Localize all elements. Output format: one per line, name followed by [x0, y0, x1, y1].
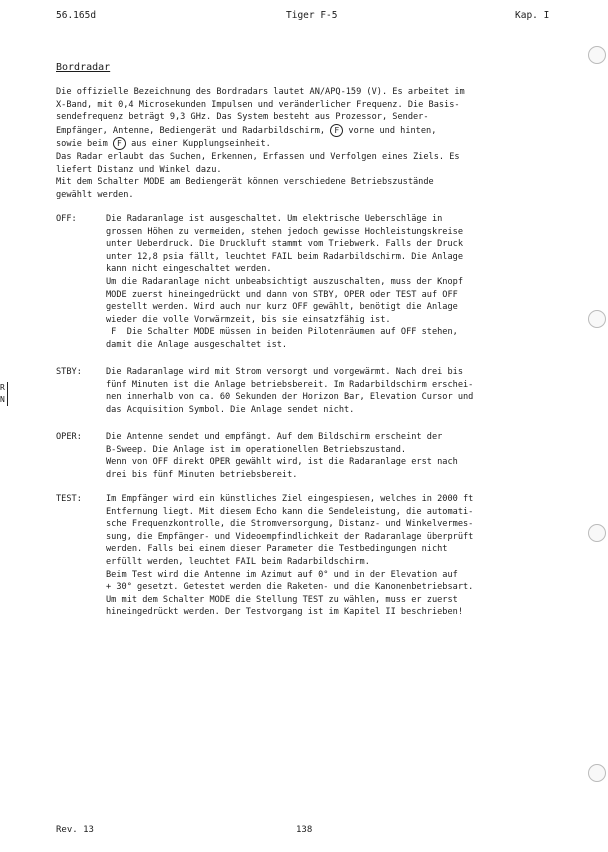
binder-hole-icon	[588, 764, 606, 782]
revision-marks: R N	[0, 382, 8, 406]
binder-hole-icon	[588, 46, 606, 64]
header-chapter: Kap. I	[515, 10, 550, 21]
f-marker-icon: F	[113, 137, 126, 150]
mode-label: STBY:	[56, 367, 82, 377]
mode-description: Die Radaranlage wird mit Strom versorgt und vorgewärmt. Nach drei bis fünf Minuten ist die Anlage betriebsbereit. Im Radarbildschirm erschei- nen innerhalb von ca. 60 Sekunden der Horizon Bar, Elevation Cursor und das Acquisition Symbol. Die Anlage sendet nicht.	[106, 367, 474, 415]
mode-label: TEST:	[56, 494, 82, 504]
header-aircraft: Tiger F-5	[286, 10, 338, 21]
binder-hole-icon	[588, 310, 606, 328]
f-marker-icon: F	[330, 124, 343, 137]
mode-description: Die Antenne sendet und empfängt. Auf dem Bildschirm erscheint der B-Sweep. Die Anlage ist im operationellen Betriebszustand. Wenn von OFF direkt OPER gewählt wird, ist die Radaranlage erst nach drei bis fünf Minuten betriebsbereit.	[106, 432, 458, 480]
mode-label: OFF:	[56, 214, 77, 224]
binder-hole-icon	[588, 524, 606, 542]
footer-revision: Rev. 13	[56, 825, 94, 835]
section-title: Bordradar	[56, 62, 111, 73]
intro-paragraph: Die offizielle Bezeichnung des Bordradars lautet AN/APQ-159 (V). Es arbeitet im X-Band, mit 0,4 Microsekunden Impulsen und veränderlicher Frequenz. Die Basis- sendefrequenz beträgt 9,3 GHz. Das System besteht aus Prozessor, Sender- Empfänger, Antenne, Bediengerät und Radarbildschirm, F vorne und hinten, sowie beim F aus einer Kupplungseinheit. Das Radar erlaubt das Suchen, Erkennen, Erfassen und Verfolgen eines Ziels. Es liefert Distanz und Winkel dazu. Mit dem Schalter MODE am Bediengerät können verschiedene Betriebszustände gewählt werden.	[56, 87, 465, 200]
mode-label: OPER:	[56, 432, 82, 442]
page-number: 138	[296, 825, 313, 835]
mode-description: Die Radaranlage ist ausgeschaltet. Um elektrische Ueberschläge in grossen Höhen zu vermeiden, stehen jedoch gewisse Hochleistungskreise unter Ueberdruck. Die Druckluft stammt vom Triebwerk. Falls der Druck unter 12,8 psia fällt, leuchtet FAIL beim Radarbildschirm. Die Anlage kann nicht eingeschaltet werden. Um die Radaranlage nicht unbeabsichtigt auszuschalten, muss der Knopf MODE zuerst hineingedrückt und dann von STBY, OPER oder TEST auf OFF gestellt werden. Wird auch nur kurz OFF gewählt, benötigt die Anlage wieder die volle Vorwärmzeit, bis sie einsatzfähig ist. F Die Schalter MODE müssen in beiden Pilotenräumen auf OFF stehen, damit die Anlage ausgeschaltet ist.	[106, 214, 463, 350]
header-doc-number: 56.165d	[56, 10, 97, 21]
mode-description: Im Empfänger wird ein künstliches Ziel eingespiesen, welches in 2000 ft Entfernung liegt. Mit diesem Echo kann die Sendeleistung, die automati- sche Frequenzkontrolle, die Stromversorgung, Distanz- und Winkelvermes- sung, die Empfänger- und Videoempfindlichkeit der Radaranlage überprüft werden. Falls bei einem dieser Parameter die Testbedingungen nicht erfüllt werden, leuchtet FAIL beim Radarbildschirm. Beim Test wird die Antenne im Azimut auf 0° und in der Elevation auf + 30° gesetzt. Getestet werden die Raketen- und die Kanonenbetriebsart. Um mit dem Schalter MODE die Stellung TEST zu wählen, muss er zuerst hineingedrückt werden. Der Testvorgang ist im Kapitel II beschrieben!	[106, 494, 474, 618]
